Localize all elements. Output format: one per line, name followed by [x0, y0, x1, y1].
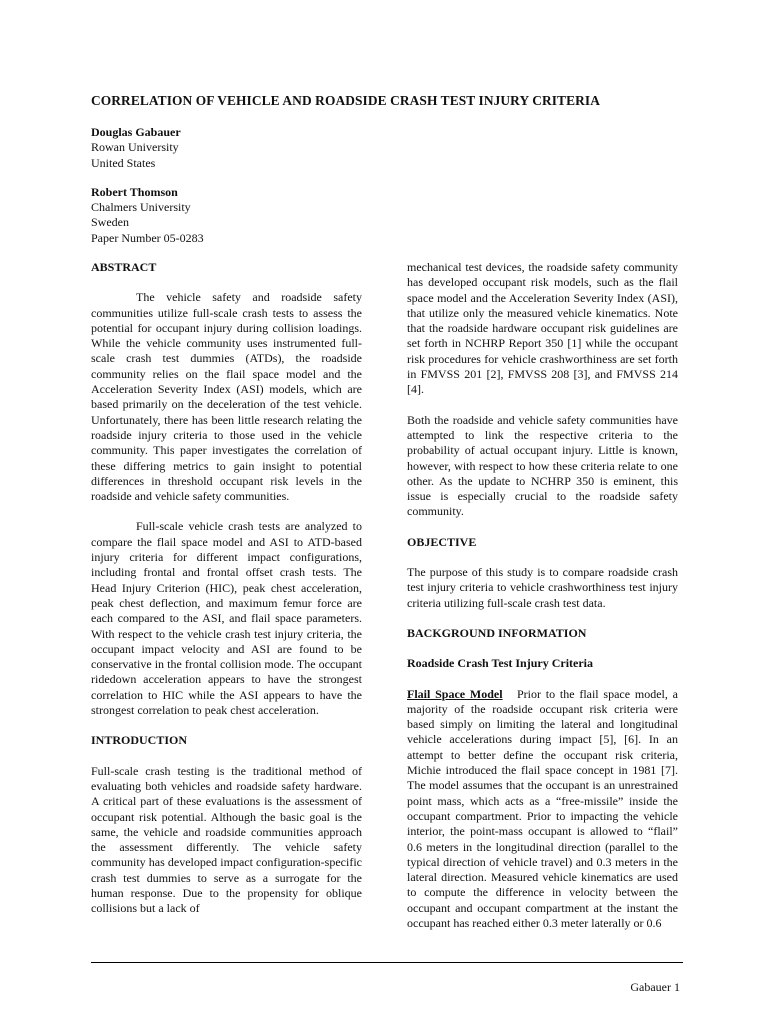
paper-title: CORRELATION OF VEHICLE AND ROADSIDE CRASH TEST INJURY CRITERIA — [91, 93, 600, 108]
abstract-heading: ABSTRACT — [91, 260, 157, 274]
flail-space-runin-heading: Flail Space Model — [407, 686, 503, 701]
abstract-paragraph: The vehicle safety and roadside safety communities utilize full-scale crash tests to assess the potential for occupant injury during collision loadings. While the vehicle community uses instrumented full-scale crash test dummies (ATDs), the roadside community relies on the flail space model and the Acceleration Severity Index (ASI) models, which are based primarily on the deceleration of the test vehicle. Unfortunately, there has been little research relating the roadside injury criteria to those used in the vehicle community. This paper investigates the correlation of these differing metrics to gain insight to potential differences in threshold occupant risk levels in the roadside and vehicle safety communities. — [91, 290, 362, 504]
right-column — [407, 260, 678, 946]
flail-space-paragraph — [407, 687, 678, 932]
objective-heading: OBJECTIVE — [407, 534, 477, 549]
author-affiliation: Rowan University — [91, 140, 179, 155]
author-affiliation: Chalmers University — [91, 200, 191, 215]
introduction-paragraph: Both the roadside and vehicle safety communities have attempted to link the respective criteria to the probability of actual occupant injury. Little is known, however, with respect to how these criteria relate to one other. As the update to NCHRP 350 is eminent, this issue is especially crucial to the roadside safety community. — [407, 412, 678, 519]
author-name: Douglas Gabauer — [91, 125, 181, 139]
flail-space-text: Prior to the flail space model, a majority of the roadside occupant risk criteria were based simply on limiting the lateral and longitudinal vehicle accelerations during impact [5], [6]. In an attempt to better define the occupant risk criteria, Michie introduced the flail space concept in 1981 [7]. The model assumes that the occupant is an unrestrained point mass, which acts as a “free-missile” inside the occupant compartment. Prior to impacting the vehicle interior, the point-mass occupant is allowed to “flail” 0.6 meters in the longitudinal direction (parallel to the typical direction of vehicle travel) and 0.3 meters in the lateral direction. Measured vehicle kinematics are used to compute the difference in velocity between the occupant and occupant compartment at the instant the occupant has reached either 0.3 meter laterally or 0.6 — [407, 686, 678, 930]
background-heading: BACKGROUND INFORMATION — [407, 625, 587, 640]
author-affiliation: Sweden — [91, 215, 129, 230]
left-column — [91, 260, 362, 932]
introduction-paragraph: Full-scale crash testing is the traditional method of evaluating both vehicles and roadside safety hardware. A critical part of these evaluations is the assessment of occupant risk potential. Although the basic goal is the same, the vehicle and roadside communities approach the assessment differently. The vehicle safety community has developed impact configuration-specific crash test dummies to serve as a surrogate for the human response. Due to the propensity for oblique collisions but a lack of — [91, 763, 362, 916]
author-affiliation: United States — [91, 155, 156, 170]
introduction-continued-paragraph: mechanical test devices, the roadside safety community has developed occupant risk models, such as the flail space model and the Acceleration Severity Index (ASI), that utilize only the measured vehicle kinematics. Note that the roadside hardware occupant risk guidelines are set forth in NCHRP Report 350 [1] while the occupant risk procedures for vehicle crashworthiness are set forth in FMVSS 201 [2], FMVSS 208 [3], and FMVSS 214 [4]. — [407, 260, 678, 397]
abstract-paragraph: Full-scale vehicle crash tests are analyzed to compare the flail space model and ASI to ATD-based injury criteria for different impact configurations, including frontal and frontal offset crash tests. The Head Injury Criterion (HIC), peak chest acceleration, peak chest deflection, and maximum femur force are each compared to the ASI, and flail space parameters. With respect to the vehicle crash test injury criteria, the occupant impact velocity and ASI are found to be conservative in the frontal collision mode. The occupant ridedown acceleration appears to have the strongest correlation to HIC while the ASI appears to have the strongest correlation to peak chest acceleration. — [91, 519, 362, 718]
author-name: Robert Thomson — [91, 184, 178, 199]
paper-number: Paper Number 05-0283 — [91, 230, 204, 245]
objective-paragraph: The purpose of this study is to compare roadside crash test injury criteria to vehicle crashworthiness test injury criteria utilizing full-scale crash test data. — [407, 565, 678, 610]
footer-divider — [91, 962, 683, 963]
roadside-criteria-subheading: Roadside Crash Test Injury Criteria — [407, 656, 594, 671]
introduction-heading: INTRODUCTION — [91, 733, 188, 748]
page-footer: Gabauer 1 — [630, 980, 680, 994]
author-block — [91, 125, 391, 246]
